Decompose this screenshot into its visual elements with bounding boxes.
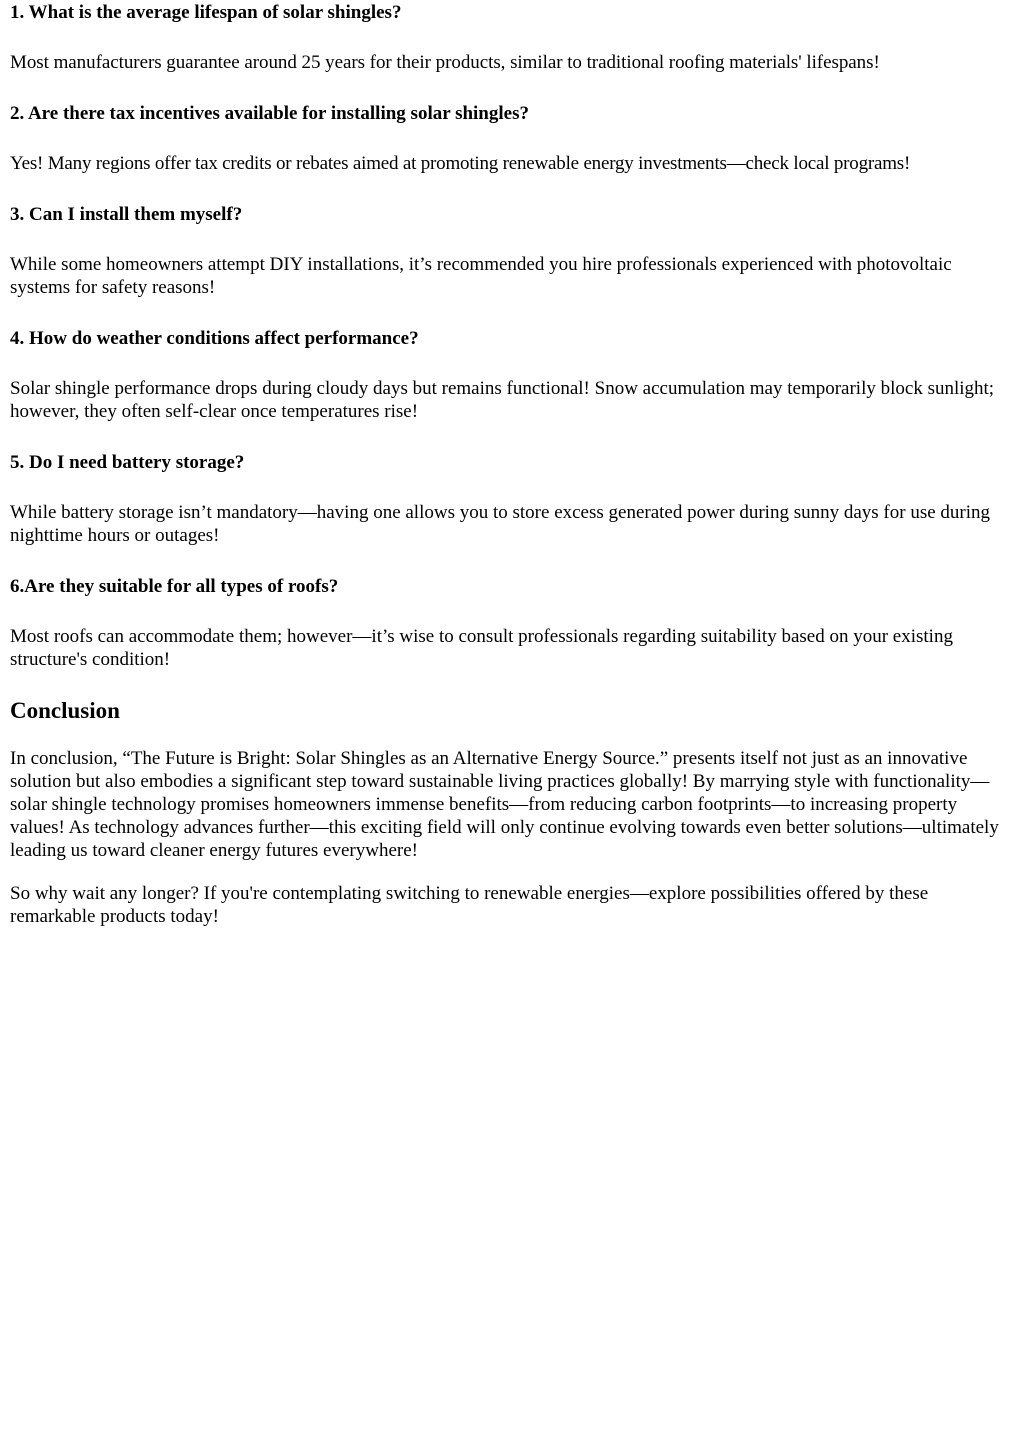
faq-item-5 bbox=[10, 451, 1014, 547]
faq-question: 2. Are there tax incentives available for installing solar shingles? bbox=[10, 103, 529, 124]
faq-item-3 bbox=[10, 203, 1014, 299]
conclusion-paragraph: In conclusion, “The Future is Bright: Solar Shingles as an Alternative Energy Source.” presents itself not just as an innovative solution but also embodies a significant step toward sustainable living practices globally! By marrying style with functionality—solar shingle technology promises homeowners immense benefits—from reducing carbon footprints—to increasing property values! As technology advances further—this exciting field will only continue evolving towards even better solutions—ultimately leading us toward cleaner energy futures everywhere! bbox=[10, 748, 999, 861]
faq-answer: Yes! Many regions offer tax credits or rebates aimed at promoting renewable energy investments—check local programs! bbox=[10, 153, 911, 174]
faq-item-2 bbox=[10, 102, 1014, 175]
conclusion-heading: Conclusion bbox=[10, 698, 120, 723]
faq-answer: Most roofs can accommodate them; however—it’s wise to consult professionals regarding suitability based on your existing structure's condition! bbox=[10, 626, 953, 670]
faq-question: 6.Are they suitable for all types of roofs? bbox=[10, 576, 339, 597]
closing-paragraph: So why wait any longer? If you're contemplating switching to renewable energies—explore possibilities offered by these remarkable products today! bbox=[10, 883, 929, 927]
faq-item-6 bbox=[10, 575, 1014, 671]
conclusion-section bbox=[10, 697, 1014, 928]
faq-question: 1. What is the average lifespan of solar shingles? bbox=[10, 2, 402, 23]
faq-item-1 bbox=[10, 0, 1014, 74]
faq-answer: Most manufacturers guarantee around 25 years for their products, similar to traditional roofing materials' lifespans! bbox=[10, 52, 880, 73]
faq-item-4 bbox=[10, 327, 1014, 423]
faq-question: 3. Can I install them myself? bbox=[10, 204, 243, 225]
faq-answer: Solar shingle performance drops during cloudy days but remains functional! Snow accumulation may temporarily block sunlight; however, they often self-clear once temperatures rise! bbox=[10, 378, 995, 422]
faq-answer: While some homeowners attempt DIY installations, it’s recommended you hire professionals experienced with photovoltaic systems for safety reasons! bbox=[10, 254, 952, 298]
faq-question: 4. How do weather conditions affect performance? bbox=[10, 328, 419, 349]
faq-question: 5. Do I need battery storage? bbox=[10, 452, 245, 473]
faq-answer: While battery storage isn’t mandatory—having one allows you to store excess generated power during sunny days for use during nighttime hours or outages! bbox=[10, 502, 991, 546]
